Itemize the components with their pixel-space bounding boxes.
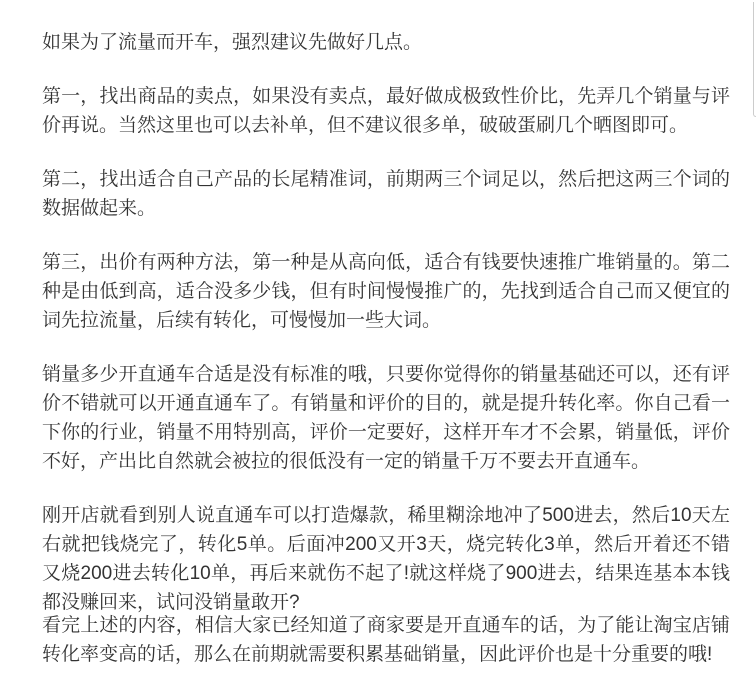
paragraph: 如果为了流量而开车，强烈建议先做好几点。 — [42, 32, 423, 53]
paragraph: 第三，出价有两种方法，第一种是从高向低，适合有钱要快速推广堆销量的。第二种是由低到高，适合没多少钱，但有时间慢慢推广的，先找到适合自己而又便宜的词先拉流量，后续有转化，可慢慢加一些大词。 — [42, 252, 730, 331]
paragraph: 看完上述的内容，相信大家已经知道了商家要是开直通车的话，为了能让淘宝店铺转化率变高的话，那么在前期就需要积累基础销量，因此评价也是十分重要的哦! — [42, 615, 730, 665]
paragraph: 销量多少开直通车合适是没有标准的哦，只要你觉得你的销量基础还可以，还有评价不错就可以开通直通车了。有销量和评价的目的，就是提升转化率。你自己看一下你的行业，销量不用特别高，评价一定要好，这样开车才不会累，销量低，评价不好，产出比自然就会被拉的很低没有一定的销量千万不要去开直通车。 — [42, 364, 730, 472]
paragraph: 第一，找出商品的卖点，如果没有卖点，最好做成极致性价比，先弄几个销量与评价再说。当然这里也可以去补单，但不建议很多单，破破蛋刷几个晒图即可。 — [42, 86, 730, 136]
paragraph: 第二，找出适合自己产品的长尾精准词，前期两三个词足以，然后把这两三个词的数据做起来。 — [42, 169, 730, 219]
paragraph: 刚开店就看到别人说直通车可以打造爆款，稀里糊涂地冲了500进去，然后10天左右就把钱烧完了，转化5单。后面冲200又开3天，烧完转化3单，然后开着还不错又烧200进去转化10单，再后来就伤不起了!就这样烧了900进去，结果连基本本钱都没赚回来，试问没销量敢开? — [42, 505, 730, 613]
